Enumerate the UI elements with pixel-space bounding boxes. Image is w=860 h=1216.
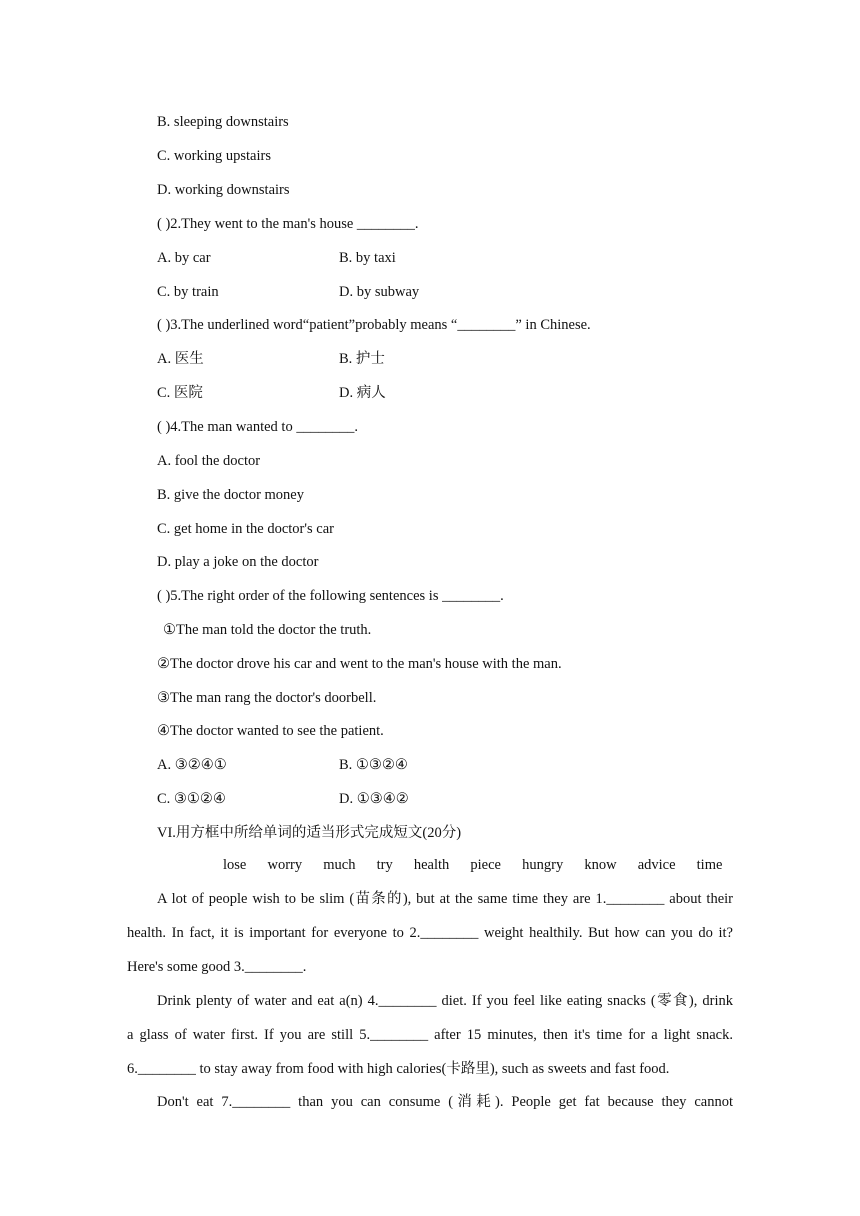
passage-line: 6.________ to stay away from food with high calories(卡路里), such as sweets and fast food. <box>127 1061 670 1077</box>
q1-option-c: C. working upstairs <box>157 148 271 164</box>
q3-stem: ( )3.The underlined word“patient”probably means “________” in Chinese. <box>157 317 591 333</box>
word-box-item: piece <box>470 857 501 873</box>
q4-option-c: C. get home in the doctor's car <box>157 521 334 537</box>
q4-stem: ( )4.The man wanted to ________. <box>157 419 358 435</box>
q3-option-b: B. 护士 <box>339 351 385 367</box>
q5-option-c: C. ③①②④ <box>157 791 226 807</box>
q5-sentence-4: ④The doctor wanted to see the patient. <box>157 723 384 739</box>
q2-option-d: D. by subway <box>339 284 420 300</box>
word-box-item: lose <box>223 857 247 873</box>
q5-sentence-2: ②The doctor drove his car and went to the man's house with the man. <box>157 656 562 672</box>
section-title: VI.用方框中所给单词的适当形式完成短文(20分) <box>157 825 462 841</box>
passage-line: Drink plenty of water and eat a(n) 4.________ diet. If you feel like eating snacks (零食), drink <box>157 993 733 1009</box>
passage-line: Here's some good 3.________. <box>127 959 307 975</box>
word-box-item: know <box>584 857 617 873</box>
q2-stem: ( )2.They went to the man's house ________. <box>157 216 419 232</box>
q3-option-a: A. 医生 <box>157 351 204 367</box>
q3-option-d: D. 病人 <box>339 385 386 401</box>
q4-option-d: D. play a joke on the doctor <box>157 554 319 570</box>
word-box-item: hungry <box>522 857 564 873</box>
passage-line: a glass of water first. If you are still 5.________ after 15 minutes, then it's time for a light snack. <box>127 1027 733 1043</box>
q5-option-b: B. ①③②④ <box>339 757 408 773</box>
passage-line: Don't eat 7.________ than you can consume (消耗). People get fat because they cannot <box>157 1094 733 1110</box>
passage-line: health. In fact, it is important for everyone to 2.________ weight healthily. But how can you do it? <box>127 925 733 941</box>
q2-option-c: C. by train <box>157 284 219 300</box>
q4-option-a: A. fool the doctor <box>157 453 261 469</box>
q4-option-b: B. give the doctor money <box>157 487 304 503</box>
q3-option-c: C. 医院 <box>157 385 203 401</box>
word-box-item: worry <box>267 857 303 873</box>
q2-option-b: B. by taxi <box>339 250 396 266</box>
word-box-item: try <box>376 857 393 873</box>
word-box-item: advice <box>637 857 676 873</box>
passage-line: A lot of people wish to be slim (苗条的), but at the same time they are 1.________ about their <box>157 891 733 907</box>
q5-option-d: D. ①③④② <box>339 791 409 807</box>
q5-sentence-1: ①The man told the doctor the truth. <box>163 622 372 638</box>
q5-option-a: A. ③②④① <box>157 757 227 773</box>
q5-stem: ( )5.The right order of the following sentences is ________. <box>157 588 504 604</box>
q1-option-d: D. working downstairs <box>157 182 290 198</box>
q1-option-b: B. sleeping downstairs <box>157 114 289 130</box>
word-box-item: health <box>413 857 450 873</box>
q5-sentence-3: ③The man rang the doctor's doorbell. <box>157 690 377 706</box>
word-box <box>223 856 740 874</box>
word-box-item: time <box>696 857 723 873</box>
q2-option-a: A. by car <box>157 250 211 266</box>
word-box-item: much <box>323 857 356 873</box>
